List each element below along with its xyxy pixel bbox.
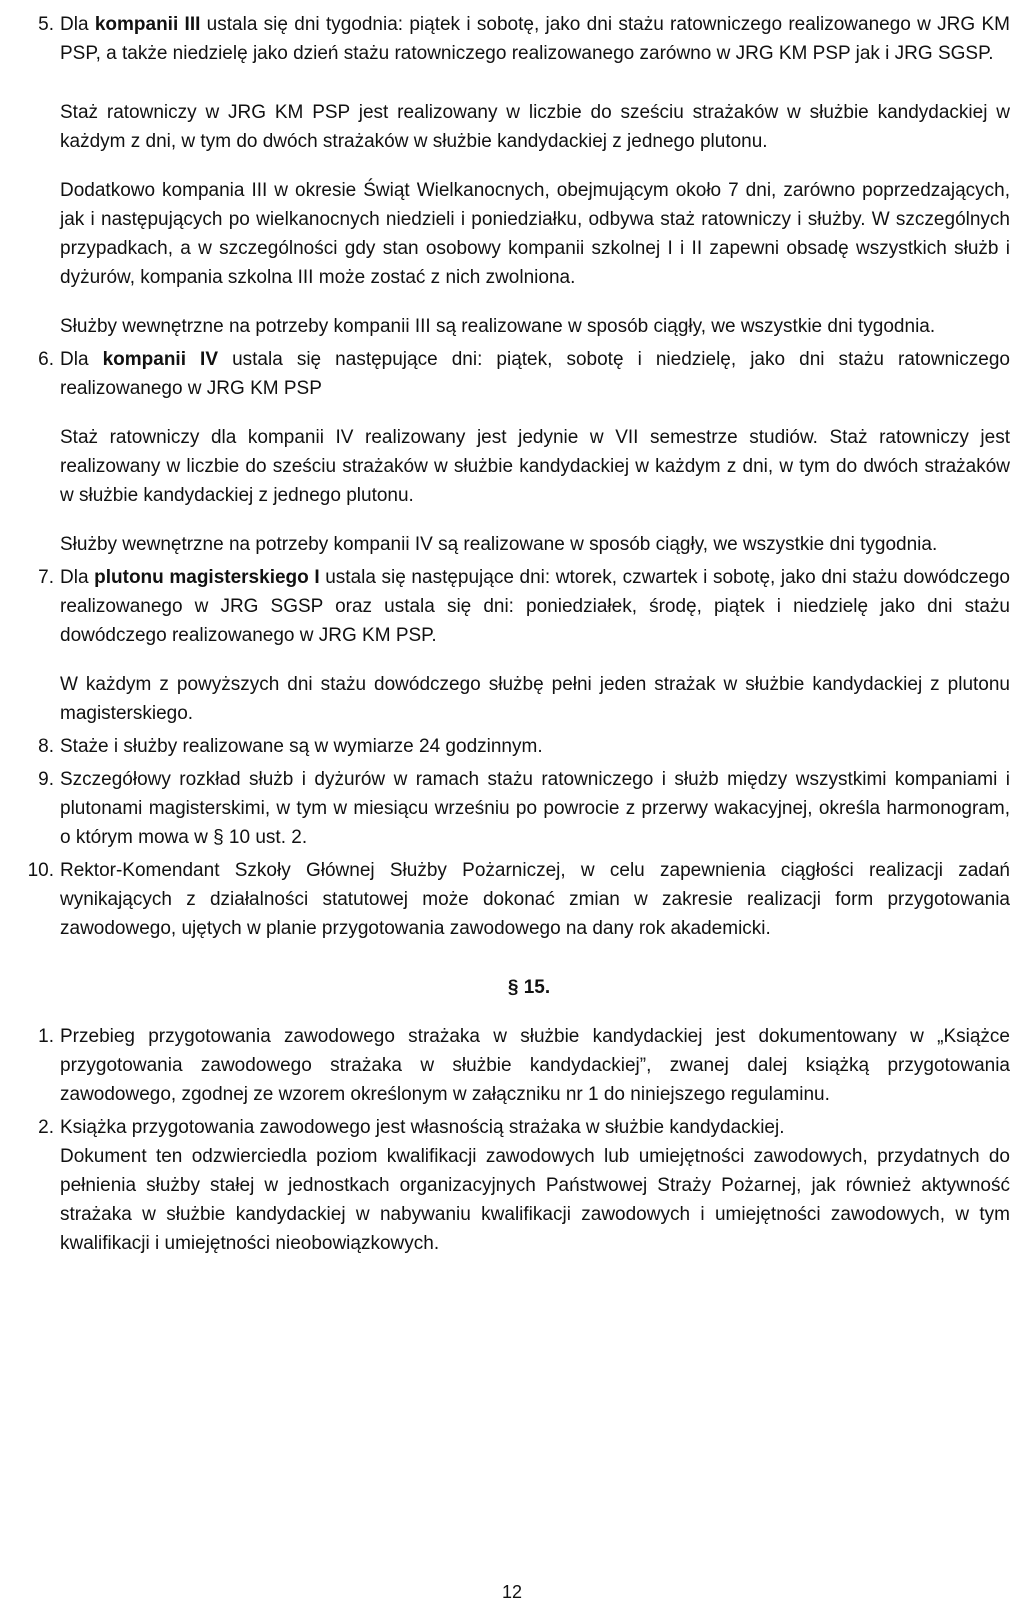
item-7-paragraph-1 xyxy=(60,563,1010,650)
list-item-6 xyxy=(38,345,1010,559)
section-heading: § 15. xyxy=(507,977,551,998)
item-number: 9. xyxy=(38,769,54,790)
list-item-5 xyxy=(38,10,1010,341)
text-run: ustala się następujące dni: wtorek, czwartek i sobotę, jako dni stażu dowódczego realizowanego w JRG SGSP oraz ustala się dni: poniedziałek, środę, piątek i niedzielę jako dni stażu dowódczego realizowanego w JRG KM PSP. xyxy=(60,567,1010,646)
section-15-item-2-paragraph-2: Dokument ten odzwierciedla poziom kwalifikacji zawodowych lub umiejętności zawodowych, przydatnych do pełnienia służby stałej w jednostkach organizacyjnych Państwowej Straży Pożarnej, jak również aktywność strażaka w służbie kandydackiej w nabywaniu kwalifikacji zawodowych i umiejętności zawodowych, w tym kwalifikacji i umiejętności nieobowiązkowych. xyxy=(60,1146,1010,1254)
item-7-paragraph-2: W każdym z powyższych dni stażu dowódczego służbę pełni jeden strażak w służbie kandydackiej z plutonu magisterskiego. xyxy=(60,674,1010,724)
text-run: Dla xyxy=(60,567,95,588)
list-item-10 xyxy=(27,856,1010,943)
item-6-paragraph-3: Służby wewnętrzne na potrzeby kompanii IV są realizowane w sposób ciągły, we wszystkie dni tygodnia. xyxy=(60,534,938,555)
list-item-8 xyxy=(38,732,1010,761)
text-run: Dla xyxy=(60,14,95,35)
text-run: ustala się następujące dni: piątek, sobotę i niedzielę, jako dni stażu ratowniczego realizowanego w JRG KM PSP xyxy=(60,349,1010,399)
section-15-item-2 xyxy=(38,1113,1010,1258)
item-number: 7. xyxy=(38,567,54,588)
item-number: 2. xyxy=(38,1117,54,1138)
bold-term: plutonu magisterskiego I xyxy=(94,567,320,588)
item-10-paragraph-1: Rektor-Komendant Szkoły Głównej Służby Pożarniczej, w celu zapewnienia ciągłości realizacji zadań wynikających z działalności statutowej może dokonać zmian w zakresie realizacji form przygotowania zawodowego, ujętych w planie przygotowania zawodowego na dany rok akademicki. xyxy=(60,860,1010,939)
item-8-paragraph-1: Staże i służby realizowane są w wymiarze 24 godzinnym. xyxy=(60,736,543,757)
item-5-paragraph-4: Służby wewnętrzne na potrzeby kompanii III są realizowane w sposób ciągły, we wszystkie dni tygodnia. xyxy=(60,316,936,337)
page-number: 12 xyxy=(501,1582,523,1602)
item-number: 10. xyxy=(27,860,54,881)
item-number: 5. xyxy=(38,14,54,35)
list-item-7 xyxy=(38,563,1010,728)
item-5-paragraph-1 xyxy=(60,10,1010,68)
section-15-item-2-paragraph-1: Książka przygotowania zawodowego jest własnością strażaka w służbie kandydackiej. xyxy=(60,1117,785,1138)
list-item-9 xyxy=(38,765,1010,852)
bold-term: kompanii IV xyxy=(102,349,218,370)
item-number: 8. xyxy=(38,736,54,757)
item-5-paragraph-3: Dodatkowo kompania III w okresie Świąt Wielkanocnych, obejmującym około 7 dni, zarówno poprzedzających, jak i następujących po wielkanocnych niedzieli i poniedziałku, odbywa staż ratowniczy i służby. W szczególnych przypadkach, a w szczególności gdy stan osobowy kompanii szkolnej I i II zapewni obsadę wszystkich służb i dyżurów, kompania szkolna III może zostać z nich zwolniona. xyxy=(60,180,1010,288)
section-15-item-1-paragraph: Przebieg przygotowania zawodowego strażaka w służbie kandydackiej jest dokumentowany w „Książce przygotowania zawodowego strażaka w służbie kandydackiej”, zwanej dalej książką przygotowania zawodowego, zgodnej ze wzorem określonym w załączniku nr 1 do niniejszego regulaminu. xyxy=(60,1026,1010,1105)
bold-term: kompanii III xyxy=(94,14,201,35)
item-number: 6. xyxy=(38,349,54,370)
text-run: Dla xyxy=(60,349,103,370)
item-9-paragraph-1: Szczegółowy rozkład służb i dyżurów w ramach stażu ratowniczego i służb między wszystkimi kompaniami i plutonami magisterskimi, w tym w miesiącu wrześniu po powrocie z przerwy wakacyjnej, określa harmonogram, o którym mowa w § 10 ust. 2. xyxy=(60,769,1010,848)
item-number: 1. xyxy=(38,1026,54,1047)
text-run: ustala się dni tygodnia: piątek i sobotę, jako dni stażu ratowniczego realizowanego w JRG KM PSP, a także niedzielę jako dzień stażu ratowniczego realizowanego zarówno w JRG KM PSP jak i JRG SGSP. xyxy=(60,14,1010,64)
item-6-paragraph-2: Staż ratowniczy dla kompanii IV realizowany jest jedynie w VII semestrze studiów. Staż ratowniczy jest realizowany w liczbie do sześciu strażaków w służbie kandydackiej w każdym z dni, w tym do dwóch strażaków w służbie kandydackiej z jednego plutonu. xyxy=(60,427,1010,506)
section-15-item-1 xyxy=(38,1022,1010,1109)
item-6-paragraph-1 xyxy=(60,345,1010,403)
item-5-paragraph-2: Staż ratowniczy w JRG KM PSP jest realizowany w liczbie do sześciu strażaków w służbie kandydackiej w każdym z dni, w tym do dwóch strażaków w służbie kandydackiej z jednego plutonu. xyxy=(60,102,1010,152)
